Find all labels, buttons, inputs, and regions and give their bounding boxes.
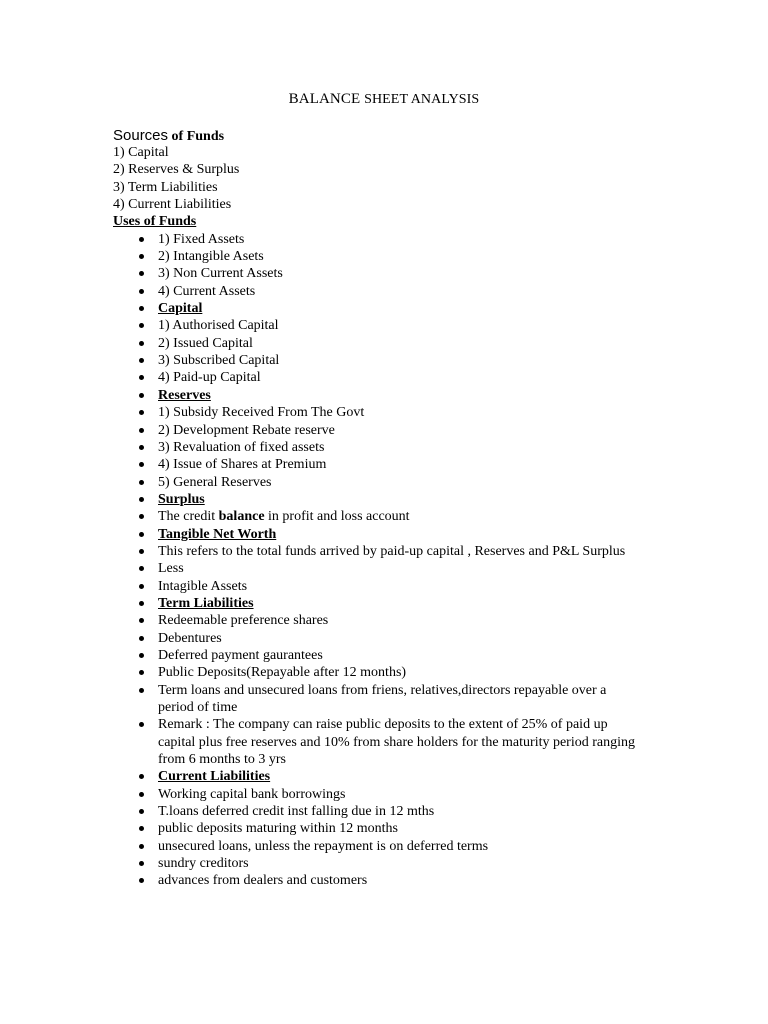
list-item-text: advances from dealers and customers — [158, 873, 368, 889]
list-item — [113, 560, 638, 577]
section-heading-text: Reserves — [158, 387, 211, 403]
sources-heading-word: Sources — [113, 127, 169, 144]
list-item-text: Intagible Assets — [158, 578, 248, 594]
page-title — [0, 89, 768, 110]
bullet-icon — [139, 878, 144, 883]
current-liabilities-heading — [113, 768, 638, 785]
bullet-icon — [139, 237, 144, 242]
list-item-text: Term loans and unsecured loans from friens, relatives,directors repayable over a period of time — [158, 682, 607, 715]
list-item-text: unsecured loans, unless the repayment is on deferred terms — [158, 838, 489, 854]
bullet-icon — [139, 410, 144, 415]
list-item-text: 4) Current Assets — [158, 283, 256, 299]
list-item — [113, 838, 638, 855]
bullet-icon — [139, 722, 144, 727]
list-item — [113, 352, 638, 369]
list-item — [113, 630, 638, 647]
list-item-text: Working capital bank borrowings — [158, 786, 346, 802]
title-part-sheet-analysis: SHEET ANALYSIS — [364, 92, 480, 107]
list-item — [113, 404, 638, 421]
bullet-icon — [139, 428, 144, 433]
list-item-text: 3) Subscribed Capital — [158, 353, 280, 369]
list-item — [113, 664, 638, 681]
list-item-text: 4) Issue of Shares at Premium — [158, 457, 327, 473]
list-item — [113, 612, 638, 629]
section-heading-text: Capital — [158, 301, 203, 317]
list-item — [113, 855, 638, 872]
list-item — [113, 543, 638, 560]
bullet-icon — [139, 514, 144, 519]
bullet-icon — [139, 636, 144, 641]
bullet-icon — [139, 670, 144, 675]
list-item-text: 3) Revaluation of fixed assets — [158, 439, 325, 455]
document-body — [113, 122, 673, 890]
list-item — [113, 474, 638, 491]
capital-heading — [113, 300, 638, 317]
bullet-icon — [139, 306, 144, 311]
list-item — [113, 647, 638, 664]
section-heading-text: Tangible Net Worth — [158, 526, 277, 542]
list-item — [113, 369, 638, 386]
list-item — [113, 231, 638, 248]
list-item — [113, 716, 638, 768]
bullet-icon — [139, 601, 144, 606]
bullet-icon — [139, 445, 144, 450]
title-part-balance: BALANCE — [288, 91, 365, 107]
list-item-text: 1) Fixed Assets — [158, 231, 245, 247]
term-liabilities-heading — [113, 595, 638, 612]
list-item — [113, 283, 638, 300]
bullet-icon — [139, 809, 144, 814]
list-item — [113, 803, 638, 820]
bullet-icon — [139, 341, 144, 346]
bullet-icon — [139, 358, 144, 363]
list-item-text: Deferred payment gaurantees — [158, 647, 323, 663]
bullet-icon — [139, 844, 144, 849]
list-item-text: Remark : The company can raise public deposits to the extent of 25% of paid up capital plus free reserves and 10% from share holders for the maturity period ranging from 6 months to 3 yrs — [158, 717, 635, 768]
list-item — [113, 456, 638, 473]
sources-of-funds-heading — [113, 122, 673, 144]
bullet-icon — [139, 688, 144, 693]
bullet-icon — [139, 566, 144, 571]
bullet-list — [113, 231, 673, 890]
bullet-icon — [139, 792, 144, 797]
list-item — [113, 439, 638, 456]
list-item-text: Public Deposits(Repayable after 12 months) — [158, 665, 407, 681]
section-heading-text: Surplus — [158, 491, 205, 507]
list-item-text: 1) Authorised Capital — [158, 318, 279, 334]
list-item-text: sundry creditors — [158, 856, 249, 872]
list-item — [113, 265, 638, 282]
section-heading-text: Term Liabilities — [158, 595, 254, 611]
list-item — [113, 786, 638, 803]
list-item — [113, 317, 638, 334]
list-item-text: 3) Non Current Assets — [158, 266, 283, 282]
list-item — [113, 422, 638, 439]
tangible-net-worth-heading — [113, 526, 638, 543]
list-item-text: This refers to the total funds arrived by paid-up capital , Reserves and P&L Surplus — [158, 543, 626, 559]
surplus-heading — [113, 491, 638, 508]
bullet-icon — [139, 584, 144, 589]
bullet-icon — [139, 480, 144, 485]
surplus-text-after: in profit and loss account — [264, 509, 410, 525]
list-item — [113, 335, 638, 352]
sources-heading-rest: of Funds — [168, 129, 225, 144]
list-item — [113, 578, 638, 595]
bullet-icon — [139, 289, 144, 294]
list-item-text: Debentures — [158, 630, 222, 646]
list-item-text: 2) Issued Capital — [158, 335, 253, 351]
sources-item: 1) Capital — [113, 145, 169, 160]
list-item-text: public deposits maturing within 12 months — [158, 821, 398, 837]
list-item — [113, 508, 638, 525]
bullet-icon — [139, 375, 144, 380]
list-item — [113, 820, 638, 837]
list-item-text: Redeemable preference shares — [158, 613, 329, 629]
surplus-text-before: The credit — [158, 509, 219, 525]
list-item-text: 1) Subsidy Received From The Govt — [158, 405, 365, 421]
list-item — [113, 248, 638, 265]
bullet-icon — [139, 653, 144, 658]
list-item-text: Less — [158, 561, 184, 577]
sources-item: 2) Reserves & Surplus — [113, 162, 240, 178]
bullet-icon — [139, 774, 144, 779]
bullet-icon — [139, 393, 144, 398]
sources-item: 3) Term Liabilities — [113, 179, 218, 195]
reserves-heading — [113, 387, 638, 404]
bullet-icon — [139, 323, 144, 328]
sources-item: 4) Current Liabilities — [113, 197, 232, 213]
uses-of-funds-heading: Uses of Funds — [113, 214, 197, 230]
list-item — [113, 872, 638, 889]
bullet-icon — [139, 532, 144, 537]
bullet-icon — [139, 618, 144, 623]
list-item-text: 5) General Reserves — [158, 474, 272, 490]
list-item-text: 2) Development Rebate reserve — [158, 422, 335, 438]
bullet-icon — [139, 254, 144, 259]
bullet-icon — [139, 549, 144, 554]
bullet-icon — [139, 826, 144, 831]
bullet-icon — [139, 462, 144, 467]
bullet-icon — [139, 861, 144, 866]
section-heading-text: Current Liabilities — [158, 769, 271, 785]
list-item — [113, 682, 638, 717]
list-item-text: 4) Paid-up Capital — [158, 370, 261, 386]
list-item-text: 2) Intangible Asets — [158, 249, 264, 265]
surplus-text-bold: balance — [218, 509, 265, 525]
bullet-icon — [139, 497, 144, 502]
list-item-text: T.loans deferred credit inst falling due in 12 mths — [158, 804, 435, 820]
bullet-icon — [139, 271, 144, 276]
